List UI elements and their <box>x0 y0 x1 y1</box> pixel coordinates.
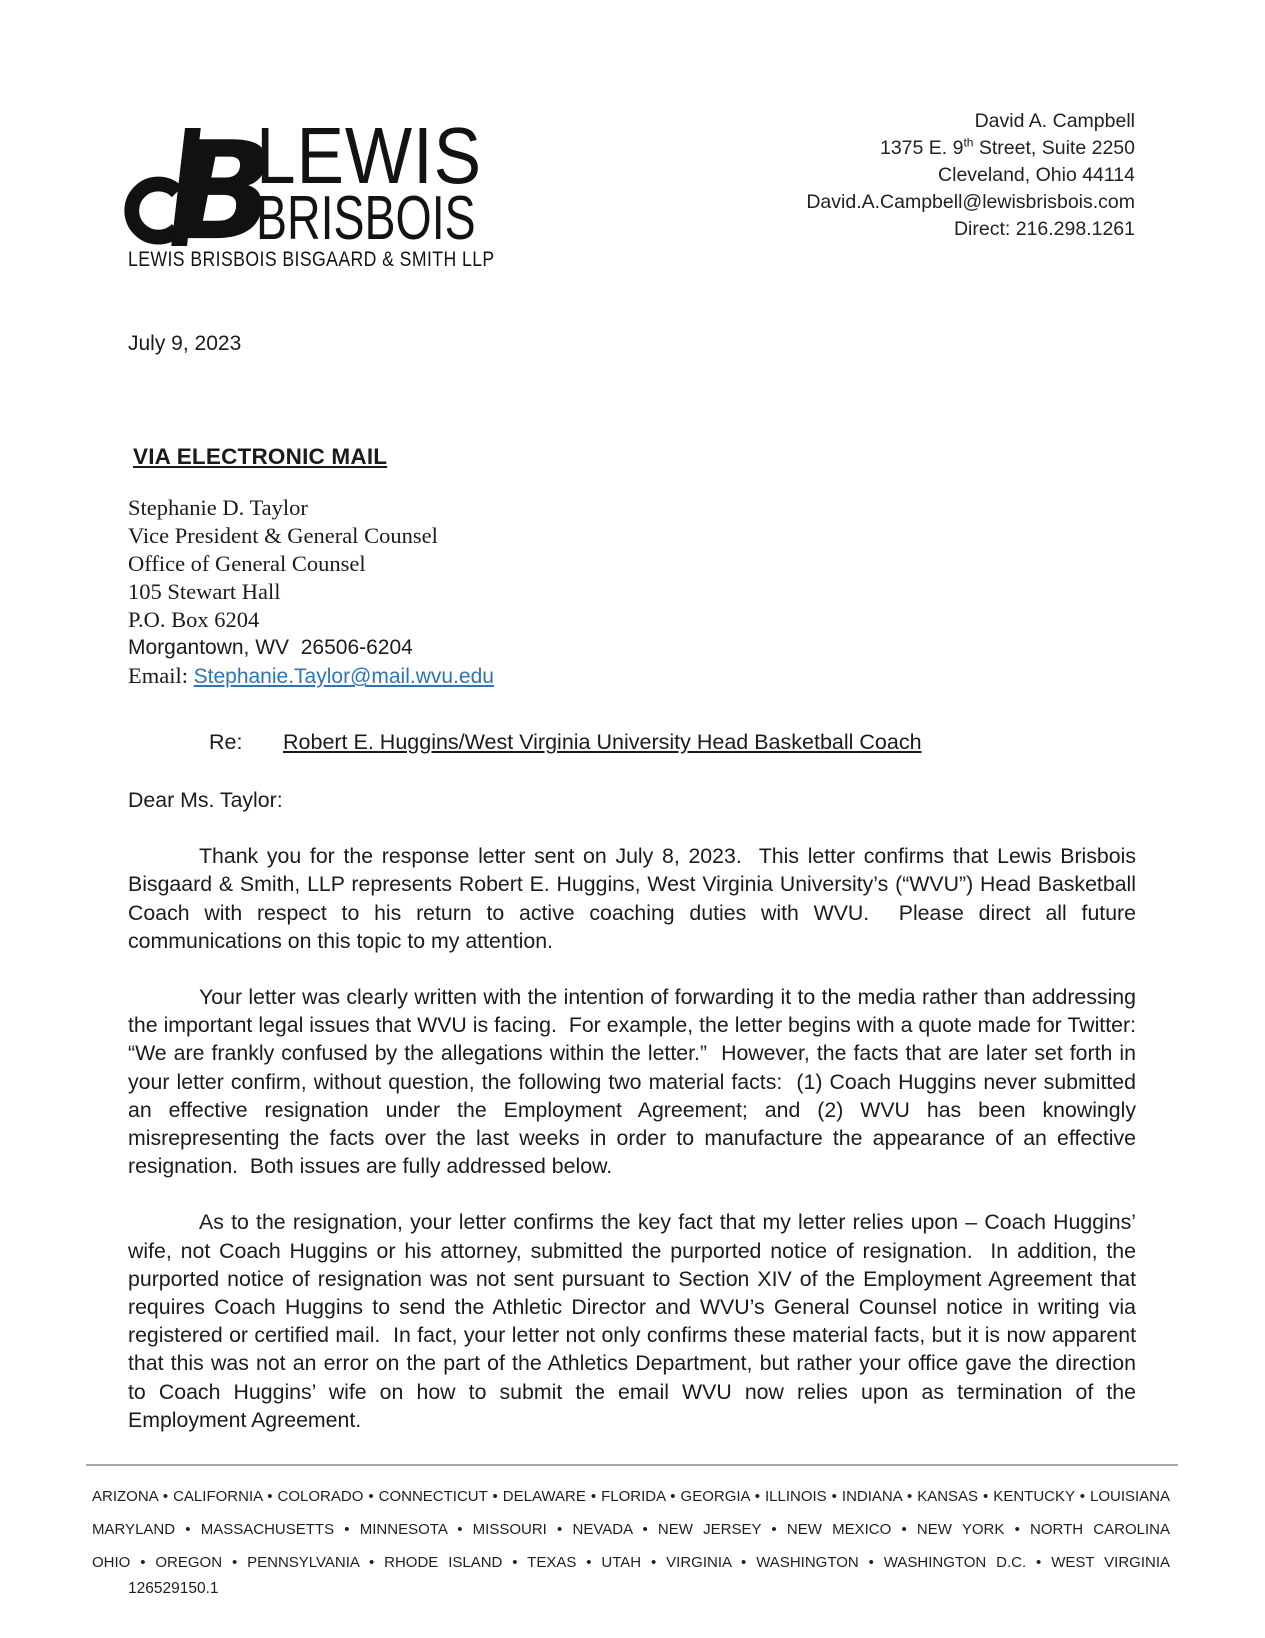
attorney-direct-phone: Direct: 216.298.1261 <box>953 218 1135 240</box>
attorney-address-line1 <box>806 135 1135 162</box>
logo-word-lewis: LEWIS <box>256 111 483 200</box>
email-label: Email: <box>128 663 194 688</box>
recipient-email-line <box>128 662 494 691</box>
recipient-address-line2: P.O. Box 6204 <box>128 607 260 632</box>
attorney-contact-block <box>806 108 1135 243</box>
lb-monogram-icon <box>128 113 275 272</box>
footer-states-line-2: MARYLAND • MASSACHUSETTS • MINNESOTA • MISSOURI • NEVADA • NEW JERSEY • NEW MEXICO • NEW YORK • NORTH CAROLINA <box>92 1521 1170 1538</box>
document-number: 126529150.1 <box>128 1580 219 1597</box>
recipient-title: Vice President & General Counsel <box>128 523 438 548</box>
letter-body <box>128 786 1148 1434</box>
recipient-address-line1: 105 Stewart Hall <box>128 579 281 604</box>
salutation: Dear Ms. Taylor: <box>128 788 283 812</box>
address1-ordinal: th <box>963 135 974 150</box>
logo-tagline: LEWIS BRISBOIS BISGAARD & SMITH LLP <box>128 248 495 271</box>
footer-states-line-3: OHIO • OREGON • PENNSYLVANIA • RHODE ISLAND • TEXAS • UTAH • VIRGINIA • WASHINGTON • WASHINGTON D.C. • WEST VIRGINIA <box>92 1554 1170 1571</box>
footer-states-line-1: ARIZONA • CALIFORNIA • COLORADO • CONNECTICUT • DELAWARE • FLORIDA • GEORGIA • ILLINOIS • INDIANA • KANSAS • KENTUCKY • LOUISIANA <box>92 1488 1170 1505</box>
address1-pre: 1375 E. 9 <box>879 137 964 159</box>
address1-post: Street, Suite 2250 <box>973 137 1135 159</box>
recipient-email-link[interactable]: Stephanie.Taylor@mail.wvu.edu <box>193 665 494 688</box>
re-label: Re: <box>209 730 243 754</box>
body-paragraph-1: Thank you for the response letter sent on July 8, 2023. This letter confirms that Lewis Brisbois Bisgaard & Smith, LLP represents Robert E. Huggins, West Virginia University’s (“WVU”) Head Basketball Coach with respect to his return to active coaching duties with WVU. Please direct all future communications on this topic to my attention. <box>128 844 1142 953</box>
attorney-address-line2: Cleveland, Ohio 44114 <box>938 164 1135 186</box>
logo-wordmark <box>256 111 549 253</box>
recipient-name: Stephanie D. Taylor <box>128 495 308 520</box>
body-paragraph-3: As to the resignation, your letter confirms the key fact that my letter relies upon – Coach Huggins’ wife, not Coach Huggins or his attorney, submitted the purported notice of resignation. In addition, the purported notice of resignation was not sent pursuant to Section XIV of the Employment Agreement that requires Coach Huggins to send the Athletic Director and WVU’s General Counsel notice in writing via registered or certified mail. In fact, your letter not only confirms these material facts, but it is now apparent that this was not an error on the part of the Athletics Department, but rather your office gave the direction to Coach Huggins’ wife on how to submit the email WVU now relies upon as termination of the Employment Agreement. <box>128 1210 1142 1432</box>
re-line <box>209 730 922 755</box>
recipient-city-line: Morgantown, WV 26506-6204 <box>128 636 413 659</box>
attorney-name: David A. Campbell <box>974 110 1135 132</box>
attorney-email: David.A.Campbell@lewisbrisbois.com <box>806 191 1135 213</box>
recipient-block <box>128 494 494 691</box>
svg-text:B: B <box>171 113 275 272</box>
logo-word-brisbois: BRISBOIS <box>256 184 476 253</box>
re-subject: Robert E. Huggins/West Virginia University Head Basketball Coach <box>283 730 922 754</box>
footer-states-list <box>92 1480 1170 1579</box>
letter-date: July 9, 2023 <box>128 332 242 355</box>
footer-divider <box>86 1464 1178 1466</box>
body-paragraph-2: Your letter was clearly written with the intention of forwarding it to the media rather than addressing the important legal issues that WVU is facing. For example, the letter begins with a quote made for Twitter: “We are frankly confused by the allegations within the letter.” However, the facts that are later set forth in your letter confirm, without question, the following two material facts: (1) Coach Huggins never submitted an effective resignation under the Employment Agreement; and (2) WVU has been knowingly misrepresenting the facts over the last weeks in order to manufacture the appearance of an effective resignation. Both issues are fully addressed below. <box>128 985 1148 1179</box>
delivery-method: VIA ELECTRONIC MAIL <box>133 444 388 469</box>
recipient-office: Office of General Counsel <box>128 551 366 576</box>
